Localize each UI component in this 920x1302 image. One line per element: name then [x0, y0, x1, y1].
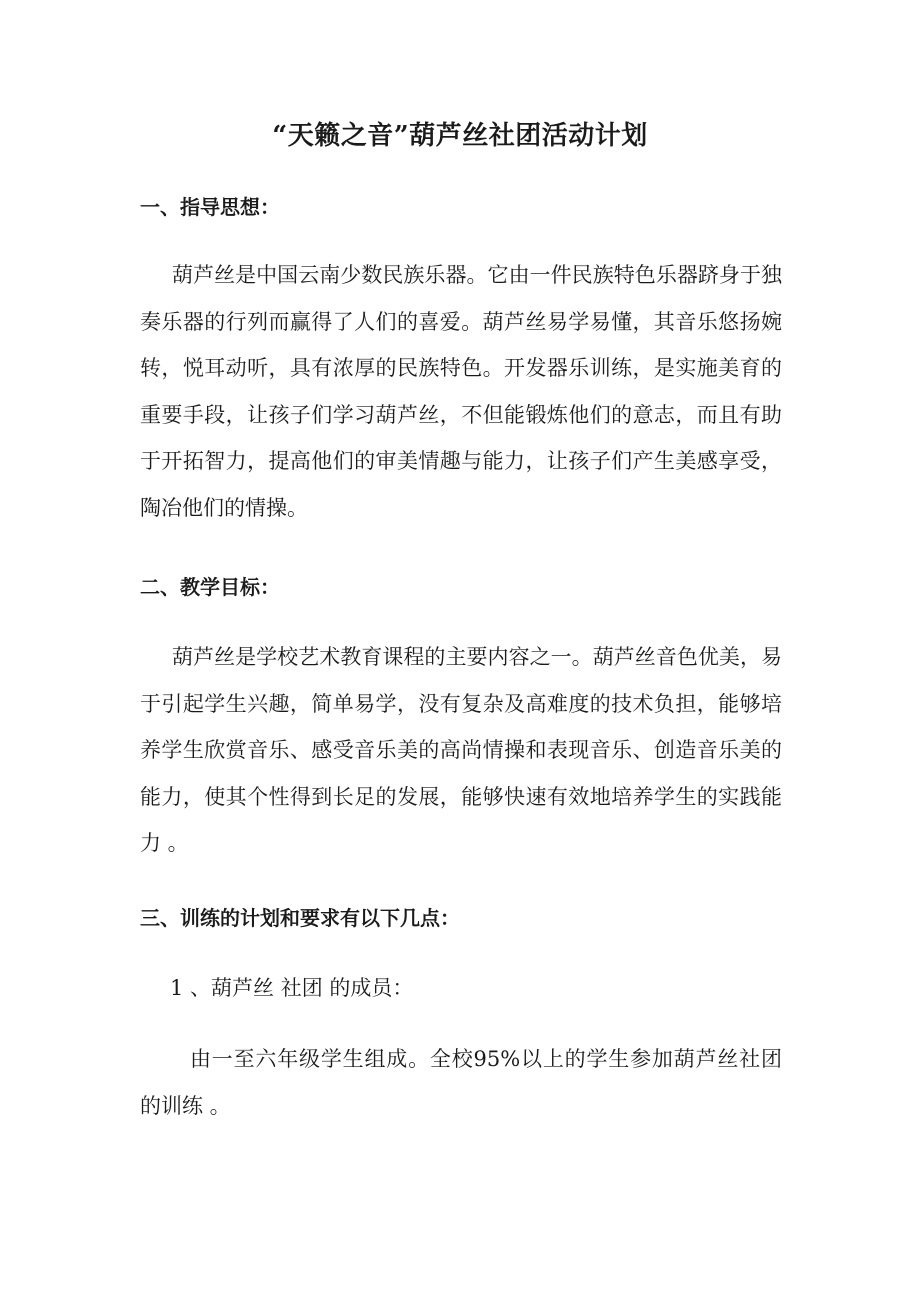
document-title: “天籁之音”葫芦丝社团活动计划: [272, 121, 648, 151]
section-heading-guiding-ideology: 一、指导思想：: [140, 195, 280, 219]
subitem-paragraph-members: 由一至六年级学生组成。全校95%以上的学生参加葫芦丝社团 的训练 。: [140, 1047, 782, 1118]
section-heading-teaching-goals: 二、教学目标：: [140, 575, 280, 599]
section-heading-training-plan: 三、训练的计划和要求有以下几点：: [140, 906, 460, 930]
subitem-heading-members: 1 、葫芦丝 社团 的成员：: [170, 976, 414, 1000]
section-paragraph-teaching-goals: 葫芦丝是学校艺术教育课程的主要内容之一。葫芦丝音色优美，易于引起学生兴趣，简单易学，没有复杂及高难度的技术负担，能够培养学生欣赏音乐、感受音乐美的高尚情操和表现音乐、创造音乐美的能力，使其个性得到长足的发展，能够快速有效地培养学生的实践能力 。: [140, 645, 782, 855]
section-paragraph-guiding-ideology: 葫芦丝是中国云南少数民族乐器。它由一件民族特色乐器跻身于独奏乐器的行列而赢得了人们的喜爱。葫芦丝易学易懂，其音乐悠扬婉转，悦耳动听，具有浓厚的民族特色。开发器乐训练，是实施美育的重要手段，让孩子们学习葫芦丝，不但能锻炼他们的意志，而且有助于开拓智力，提高他们的审美情趣与能力，让孩子们产生美感享受，陶冶他们的情操。: [140, 263, 782, 520]
